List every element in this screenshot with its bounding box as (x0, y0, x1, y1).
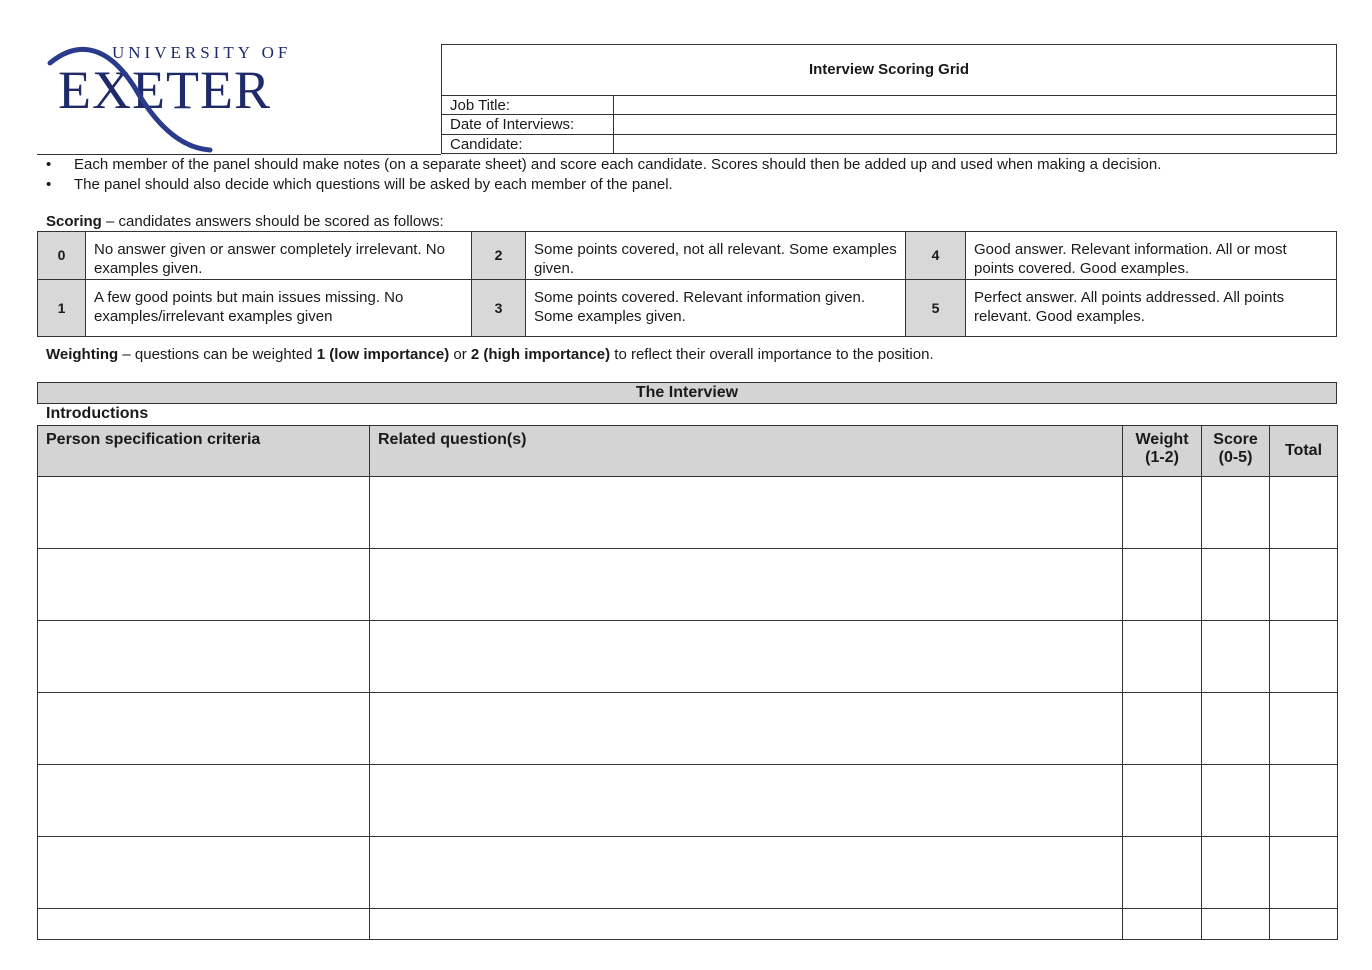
score-value: 4 (906, 232, 966, 280)
total-cell[interactable] (1270, 693, 1338, 765)
question-cell[interactable] (370, 549, 1123, 621)
score-description: Perfect answer. All points addressed. All points relevant. Good examples. (966, 280, 1337, 337)
total-cell[interactable] (1270, 909, 1338, 940)
logo-main-text: EXETER (58, 60, 271, 120)
weight-cell[interactable] (1123, 909, 1202, 940)
score-value: 0 (38, 232, 86, 280)
table-row (38, 693, 1338, 765)
score-cell[interactable] (1202, 837, 1270, 909)
table-row (38, 837, 1338, 909)
date-of-interviews-label: Date of Interviews: (450, 116, 575, 133)
criteria-cell[interactable] (38, 765, 370, 837)
score-column-header: Score (0-5) (1202, 426, 1270, 477)
header-box (441, 44, 1337, 154)
score-value: 5 (906, 280, 966, 337)
weight-cell[interactable] (1123, 765, 1202, 837)
instruction-bullet: • Each member of the panel should make notes (on a separate sheet) and score each candidate. Scores should then be added up and used when making a decision. (46, 156, 1162, 173)
logo-top-text: UNIVERSITY OF (112, 43, 292, 62)
question-cell[interactable] (370, 909, 1123, 940)
criteria-column-header: Person specification criteria (38, 426, 370, 477)
score-description: No answer given or answer completely irrelevant. No examples given. (86, 232, 472, 280)
weight-cell[interactable] (1123, 549, 1202, 621)
weight-cell[interactable] (1123, 837, 1202, 909)
table-row (38, 621, 1338, 693)
weight-cell[interactable] (1123, 621, 1202, 693)
score-cell[interactable] (1202, 693, 1270, 765)
score-cell[interactable] (1202, 477, 1270, 549)
questions-column-header: Related question(s) (370, 426, 1123, 477)
question-cell[interactable] (370, 765, 1123, 837)
criteria-cell[interactable] (38, 621, 370, 693)
scoring-intro: Scoring – candidates answers should be scored as follows: (46, 213, 444, 230)
question-cell[interactable] (370, 621, 1123, 693)
score-description: Some points covered, not all relevant. Some examples given. (526, 232, 906, 280)
question-cell[interactable] (370, 693, 1123, 765)
scoring-table (37, 231, 1337, 337)
table-row (38, 909, 1338, 940)
score-description: Some points covered. Relevant information given. Some examples given. (526, 280, 906, 337)
candidate-label: Candidate: (450, 136, 523, 153)
table-row (38, 549, 1338, 621)
document-title: Interview Scoring Grid (808, 61, 970, 78)
weight-column-header: Weight (1-2) (1123, 426, 1202, 477)
criteria-cell[interactable] (38, 693, 370, 765)
criteria-cell[interactable] (38, 909, 370, 940)
total-cell[interactable] (1270, 549, 1338, 621)
score-value: 2 (472, 232, 526, 280)
introductions-heading: Introductions (46, 405, 149, 422)
instruction-bullet: • The panel should also decide which questions will be asked by each member of the panel. (46, 176, 673, 193)
total-cell[interactable] (1270, 621, 1338, 693)
table-row (38, 477, 1338, 549)
score-value: 1 (38, 280, 86, 337)
interview-section-bar: The Interview (37, 382, 1337, 404)
score-description: A few good points but main issues missing. No examples/irrelevant examples given (86, 280, 472, 337)
weight-cell[interactable] (1123, 693, 1202, 765)
criteria-cell[interactable] (38, 549, 370, 621)
weighting-intro: Weighting – questions can be weighted 1 (low importance) or 2 (high importance) to reflect their overall importance to the position. (46, 346, 934, 363)
table-row (38, 765, 1338, 837)
total-cell[interactable] (1270, 477, 1338, 549)
date-of-interviews-row (442, 114, 1336, 133)
score-cell[interactable] (1202, 765, 1270, 837)
score-description: Good answer. Relevant information. All or most points covered. Good examples. (966, 232, 1337, 280)
score-cell[interactable] (1202, 549, 1270, 621)
question-cell[interactable] (370, 477, 1123, 549)
university-logo (40, 38, 340, 156)
criteria-cell[interactable] (38, 837, 370, 909)
weight-cell[interactable] (1123, 477, 1202, 549)
total-cell[interactable] (1270, 837, 1338, 909)
score-cell[interactable] (1202, 909, 1270, 940)
total-cell[interactable] (1270, 765, 1338, 837)
interview-grid (37, 425, 1338, 940)
job-title-row (442, 95, 1336, 114)
candidate-row (442, 134, 1336, 153)
criteria-cell[interactable] (38, 477, 370, 549)
score-cell[interactable] (1202, 621, 1270, 693)
question-cell[interactable] (370, 837, 1123, 909)
total-column-header: Total (1270, 426, 1338, 477)
job-title-label: Job Title: (450, 97, 511, 114)
score-value: 3 (472, 280, 526, 337)
